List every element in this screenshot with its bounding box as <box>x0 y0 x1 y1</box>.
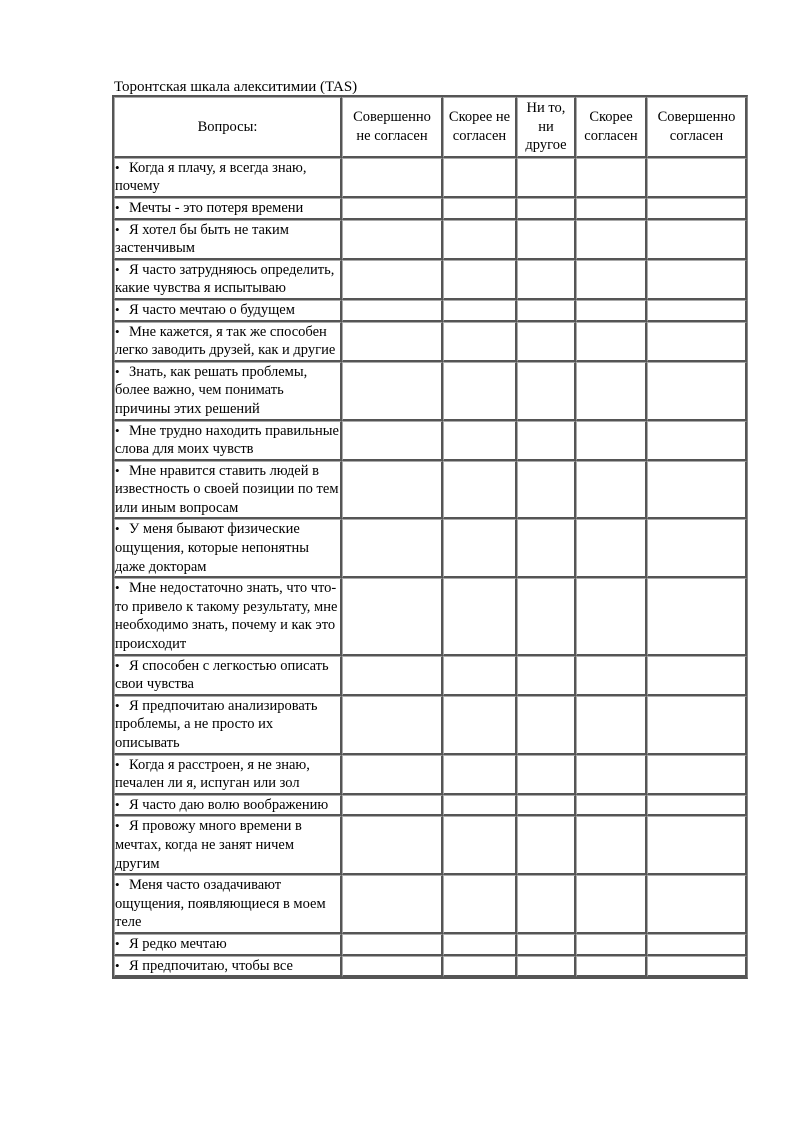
bullet-icon: • <box>115 657 120 673</box>
question-row <box>114 816 747 875</box>
answer-cell[interactable] <box>647 461 747 520</box>
bullet-icon: • <box>115 796 120 812</box>
answer-cell[interactable] <box>517 198 576 220</box>
question-cell <box>114 755 342 795</box>
answer-cell[interactable] <box>443 795 517 817</box>
bullet-icon: • <box>115 301 120 317</box>
question-text: Я часто даю волю воображению <box>129 796 329 813</box>
option-header-neutral: Ни то, ни другое <box>517 97 576 158</box>
answer-cell[interactable] <box>647 696 747 755</box>
answer-cell[interactable] <box>342 220 443 260</box>
answer-cell[interactable] <box>647 158 747 198</box>
answer-cell[interactable] <box>647 362 747 421</box>
question-row <box>114 578 747 655</box>
question-cell <box>114 220 342 260</box>
document-title: Торонтская шкала алекситимии (TAS) <box>114 79 358 95</box>
answer-cell[interactable] <box>342 322 443 362</box>
answer-cell[interactable] <box>517 656 576 696</box>
answer-cell[interactable] <box>647 578 747 655</box>
bullet-icon: • <box>115 580 120 596</box>
question-cell <box>114 421 342 461</box>
answer-cell[interactable] <box>342 198 443 220</box>
tas-questionnaire-table <box>112 95 748 979</box>
answer-cell[interactable] <box>517 158 576 198</box>
answer-cell[interactable] <box>576 795 647 817</box>
questions-column-header: Вопросы: <box>114 97 342 158</box>
answer-cell[interactable] <box>576 421 647 461</box>
bullet-icon: • <box>115 935 120 951</box>
answer-cell[interactable] <box>647 322 747 362</box>
bullet-icon: • <box>115 422 120 438</box>
question-cell <box>114 656 342 696</box>
answer-cell[interactable] <box>443 875 517 934</box>
answer-cell[interactable] <box>576 696 647 755</box>
answer-cell[interactable] <box>517 362 576 421</box>
question-text: Я редко мечтаю <box>129 935 227 952</box>
question-row <box>114 656 747 696</box>
answer-cell[interactable] <box>647 300 747 322</box>
answer-cell[interactable] <box>342 755 443 795</box>
question-row <box>114 158 747 198</box>
answer-cell[interactable] <box>342 816 443 875</box>
answer-cell[interactable] <box>342 158 443 198</box>
answer-cell[interactable] <box>647 816 747 875</box>
answer-cell[interactable] <box>647 956 747 978</box>
bullet-icon: • <box>115 697 120 713</box>
answer-cell[interactable] <box>576 260 647 300</box>
question-row <box>114 362 747 421</box>
answer-cell[interactable] <box>576 220 647 260</box>
answer-cell[interactable] <box>443 656 517 696</box>
answer-cell[interactable] <box>647 656 747 696</box>
bullet-icon: • <box>115 199 120 215</box>
answer-cell[interactable] <box>443 519 517 578</box>
answer-cell[interactable] <box>576 656 647 696</box>
answer-cell[interactable] <box>647 421 747 461</box>
answer-cell[interactable] <box>443 461 517 520</box>
question-text: Мечты - это потеря времени <box>129 199 304 216</box>
answer-cell[interactable] <box>342 421 443 461</box>
bullet-icon: • <box>115 323 120 339</box>
answer-cell[interactable] <box>443 578 517 655</box>
question-text: Меня часто озадачивают ощущения, появляющиеся в моем теле <box>115 877 326 931</box>
answer-cell[interactable] <box>517 934 576 956</box>
answer-cell[interactable] <box>647 198 747 220</box>
answer-cell[interactable] <box>576 755 647 795</box>
answer-cell[interactable] <box>576 519 647 578</box>
option-header-strongly-disagree: Совершенно не согласен <box>342 97 443 158</box>
question-cell <box>114 519 342 578</box>
answer-cell[interactable] <box>647 260 747 300</box>
answer-cell[interactable] <box>647 795 747 817</box>
question-cell <box>114 300 342 322</box>
answer-cell[interactable] <box>443 696 517 755</box>
question-text: Когда я расстроен, я не знаю, печален ли я, испуган или зол <box>115 756 310 792</box>
question-cell <box>114 362 342 421</box>
bullet-icon: • <box>115 818 120 834</box>
answer-cell[interactable] <box>342 300 443 322</box>
question-text: Мне кажется, я так же способен легко заводить друзей, как и другие <box>115 323 336 359</box>
answer-cell[interactable] <box>443 300 517 322</box>
answer-cell[interactable] <box>517 300 576 322</box>
answer-cell[interactable] <box>443 934 517 956</box>
answer-cell[interactable] <box>576 816 647 875</box>
answer-cell[interactable] <box>342 578 443 655</box>
answer-cell[interactable] <box>443 362 517 421</box>
question-cell <box>114 795 342 817</box>
question-row <box>114 519 747 578</box>
answer-cell[interactable] <box>342 461 443 520</box>
bullet-icon: • <box>115 261 120 277</box>
answer-cell[interactable] <box>517 322 576 362</box>
answer-cell[interactable] <box>576 300 647 322</box>
question-cell <box>114 956 342 978</box>
answer-cell[interactable] <box>576 956 647 978</box>
option-header-agree: Скорее согласен <box>576 97 647 158</box>
answer-cell[interactable] <box>517 578 576 655</box>
answer-cell[interactable] <box>647 519 747 578</box>
question-row <box>114 875 747 934</box>
answer-cell[interactable] <box>443 220 517 260</box>
question-row <box>114 198 747 220</box>
question-row <box>114 300 747 322</box>
table-header-row <box>114 97 747 158</box>
question-text: Я часто затрудняюсь определить, какие чувства я испытываю <box>115 261 335 297</box>
answer-cell[interactable] <box>443 158 517 198</box>
bullet-icon: • <box>115 521 120 537</box>
question-row <box>114 956 747 978</box>
question-cell <box>114 578 342 655</box>
answer-cell[interactable] <box>517 816 576 875</box>
question-cell <box>114 198 342 220</box>
question-cell <box>114 934 342 956</box>
answer-cell[interactable] <box>342 875 443 934</box>
answer-cell[interactable] <box>576 461 647 520</box>
answer-cell[interactable] <box>443 755 517 795</box>
answer-cell[interactable] <box>342 956 443 978</box>
answer-cell[interactable] <box>576 875 647 934</box>
answer-cell[interactable] <box>647 875 747 934</box>
question-text: Когда я плачу, я всегда знаю, почему <box>115 159 307 195</box>
question-cell <box>114 260 342 300</box>
answer-cell[interactable] <box>517 260 576 300</box>
question-text: Я хотел бы быть не таким застенчивым <box>115 221 289 257</box>
answer-cell[interactable] <box>517 755 576 795</box>
answer-cell[interactable] <box>517 795 576 817</box>
question-cell <box>114 322 342 362</box>
question-text: Знать, как решать проблемы, более важно, чем понимать причины этих решений <box>115 363 308 417</box>
bullet-icon: • <box>115 462 120 478</box>
question-text: Мне трудно находить правильные слова для моих чувств <box>115 422 339 458</box>
bullet-icon: • <box>115 159 120 175</box>
question-row <box>114 421 747 461</box>
answer-cell[interactable] <box>443 198 517 220</box>
answer-cell[interactable] <box>517 956 576 978</box>
option-header-disagree: Скорее не согласен <box>443 97 517 158</box>
answer-cell[interactable] <box>443 816 517 875</box>
question-row <box>114 461 747 520</box>
question-cell <box>114 875 342 934</box>
answer-cell[interactable] <box>517 220 576 260</box>
question-row <box>114 795 747 817</box>
question-cell <box>114 816 342 875</box>
answer-cell[interactable] <box>576 158 647 198</box>
question-cell <box>114 461 342 520</box>
question-text: Я часто мечтаю о будущем <box>129 301 295 318</box>
answer-cell[interactable] <box>342 795 443 817</box>
question-cell <box>114 158 342 198</box>
question-row <box>114 260 747 300</box>
question-text: Я предпочитаю, чтобы все <box>129 957 293 974</box>
question-text: Я предпочитаю анализировать проблемы, а не просто их описывать <box>115 697 318 751</box>
bullet-icon: • <box>115 877 120 893</box>
bullet-icon: • <box>115 363 120 379</box>
question-row <box>114 220 747 260</box>
answer-cell[interactable] <box>576 362 647 421</box>
answer-cell[interactable] <box>647 755 747 795</box>
question-text: Мне недостаточно знать, что что-то привело к такому результату, мне необходимо знать, почему и как это происходит <box>115 580 338 653</box>
answer-cell[interactable] <box>576 578 647 655</box>
answer-cell[interactable] <box>342 260 443 300</box>
answer-cell[interactable] <box>517 461 576 520</box>
question-text: Я провожу много времени в мечтах, когда не занят ничем другим <box>115 818 302 872</box>
answer-cell[interactable] <box>517 875 576 934</box>
answer-cell[interactable] <box>443 956 517 978</box>
question-row <box>114 934 747 956</box>
answer-cell[interactable] <box>342 362 443 421</box>
question-row <box>114 755 747 795</box>
answer-cell[interactable] <box>647 934 747 956</box>
question-text: У меня бывают физические ощущения, которые непонятны даже докторам <box>115 521 309 575</box>
question-cell <box>114 696 342 755</box>
answer-cell[interactable] <box>517 421 576 461</box>
answer-cell[interactable] <box>342 656 443 696</box>
answer-cell[interactable] <box>576 934 647 956</box>
option-header-strongly-agree: Совершенно согласен <box>647 97 747 158</box>
answer-cell[interactable] <box>517 519 576 578</box>
bullet-icon: • <box>115 221 120 237</box>
answer-cell[interactable] <box>443 260 517 300</box>
answer-cell[interactable] <box>342 696 443 755</box>
answer-cell[interactable] <box>576 322 647 362</box>
questions-table-body <box>114 158 747 977</box>
question-text: Мне нравится ставить людей в известность о своей позиции по тем или иным вопросам <box>115 462 339 516</box>
question-text: Я способен с легкостью описать свои чувства <box>115 657 329 693</box>
answer-cell[interactable] <box>647 220 747 260</box>
question-row <box>114 322 747 362</box>
answer-cell[interactable] <box>576 198 647 220</box>
answer-cell[interactable] <box>443 322 517 362</box>
bullet-icon: • <box>115 957 120 973</box>
answer-cell[interactable] <box>342 519 443 578</box>
answer-cell[interactable] <box>443 421 517 461</box>
bullet-icon: • <box>115 756 120 772</box>
answer-cell[interactable] <box>517 696 576 755</box>
answer-cell[interactable] <box>342 934 443 956</box>
question-row <box>114 696 747 755</box>
